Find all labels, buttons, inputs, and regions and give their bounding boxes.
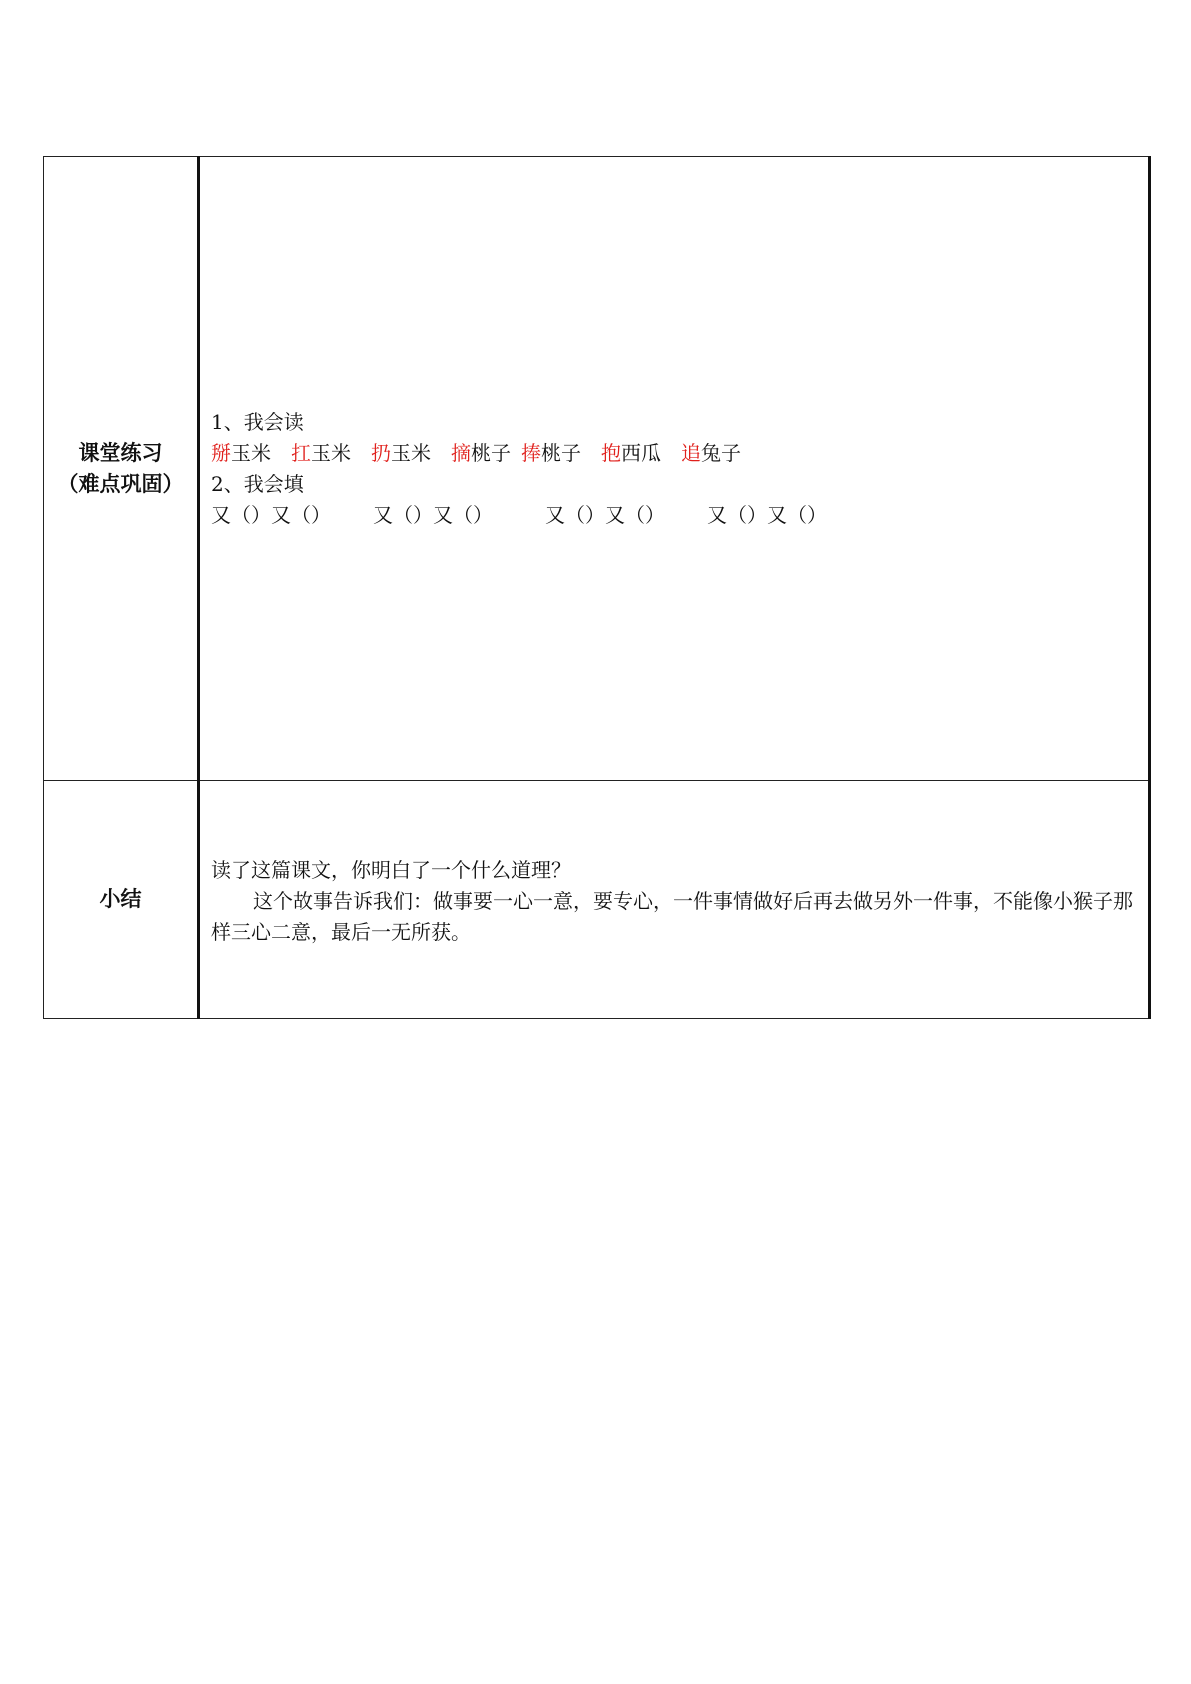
- read-item: [681, 438, 741, 469]
- summary-row: [44, 781, 1150, 1019]
- q2-title: 2、我会填: [211, 471, 304, 496]
- read-object: 玉米: [391, 440, 431, 465]
- fill-item: 又（）又（）: [373, 502, 493, 527]
- read-item: [371, 438, 431, 469]
- fill-item: 又（）又（）: [707, 502, 827, 527]
- read-verb: 抱: [601, 440, 621, 465]
- summary-label: 小结: [99, 887, 142, 911]
- read-verb: 掰: [211, 440, 231, 465]
- fill-item: 又（）又（）: [211, 502, 331, 527]
- read-item: [451, 438, 511, 469]
- read-object: 桃子: [471, 440, 511, 465]
- read-verb: 扔: [371, 440, 391, 465]
- read-object: 玉米: [311, 440, 351, 465]
- practice-label: [44, 438, 197, 500]
- fill-item: 又（）又（）: [545, 502, 665, 527]
- summary-question: 读了这篇课文，你明白了一个什么道理？: [211, 858, 571, 882]
- summary-answer: 这个故事告诉我们：做事要一心一意，要专心，一件事情做好后再去做另外一件事，不能像小猴子那样三心二意，最后一无所获。: [211, 889, 1133, 944]
- read-item: [521, 438, 581, 469]
- q1-title: 1、我会读: [211, 409, 304, 434]
- practice-content: [200, 407, 1148, 531]
- fill-list: [211, 500, 1134, 531]
- read-object: 西瓜: [621, 440, 661, 465]
- practice-label-cell: [44, 157, 199, 781]
- read-object: 兔子: [701, 440, 741, 465]
- practice-label-line1: 课堂练习: [78, 440, 163, 465]
- read-verb: 扛: [291, 440, 311, 465]
- lesson-plan-table: [43, 156, 1151, 1019]
- read-item: [291, 438, 351, 469]
- read-object: 桃子: [541, 440, 581, 465]
- practice-row: [44, 157, 1150, 781]
- read-item: [601, 438, 661, 469]
- read-verb: 捧: [521, 440, 541, 465]
- read-list: [211, 438, 1134, 469]
- read-verb: 摘: [451, 440, 471, 465]
- read-object: 玉米: [231, 440, 271, 465]
- practice-content-cell: [199, 157, 1150, 781]
- practice-label-line2: （难点巩固）: [57, 471, 184, 496]
- summary-content: [200, 851, 1148, 948]
- read-verb: 追: [681, 440, 701, 465]
- summary-label-cell: [44, 781, 199, 1019]
- summary-content-cell: [199, 781, 1150, 1019]
- read-item: [211, 438, 271, 469]
